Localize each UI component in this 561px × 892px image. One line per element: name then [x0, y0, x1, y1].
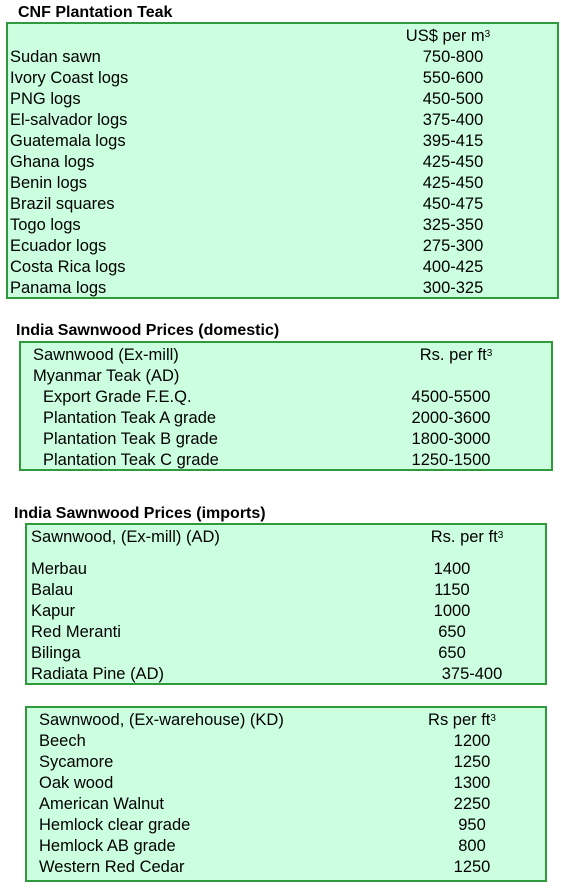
table-row	[21, 429, 551, 450]
row-value: 450-500	[422, 90, 484, 108]
row-value: 750-800	[422, 48, 484, 66]
table-row	[27, 664, 545, 685]
table-row	[8, 215, 557, 236]
row-value: 2000-3600	[411, 409, 491, 427]
row-label: Bilinga	[31, 644, 81, 662]
row-label: Plantation Teak A grade	[43, 409, 217, 427]
table-row	[27, 815, 545, 836]
group-label-row	[21, 366, 551, 387]
table-row	[8, 152, 557, 173]
row-label: Merbau	[31, 560, 87, 578]
unit-header: Rs per $ft^3$	[428, 711, 496, 729]
row-label: Balau	[31, 581, 74, 599]
row-value: 1200	[453, 732, 491, 750]
row-value: 375-400	[422, 111, 484, 129]
row-label: Hemlock clear grade	[39, 816, 191, 834]
row-value: 950	[458, 816, 486, 834]
table-row	[27, 580, 545, 601]
row-value: 1250	[453, 858, 491, 876]
row-label: Kapur	[31, 602, 76, 620]
row-label: Sycamore	[39, 753, 114, 771]
row-label: Hemlock AB grade	[39, 837, 176, 855]
group-label: Myanmar Teak (AD)	[33, 367, 180, 385]
row-label: PNG logs	[10, 90, 81, 108]
table-row	[27, 622, 545, 643]
table-row	[27, 773, 545, 794]
row-label: Beech	[39, 732, 86, 750]
table-row	[27, 857, 545, 878]
table-row	[27, 643, 545, 664]
table-row	[8, 110, 557, 131]
row-label: El-salvador logs	[10, 111, 128, 129]
row-label: Guatemala logs	[10, 132, 126, 150]
table-row	[21, 387, 551, 408]
table-row	[8, 47, 557, 68]
row-value: 375-400	[441, 665, 503, 683]
table-header	[8, 26, 557, 47]
row-label: Benin logs	[10, 174, 88, 192]
row-value: 1000	[433, 602, 471, 620]
row-value: 2250	[453, 795, 491, 813]
row-label: Radiata Pine (AD)	[31, 665, 164, 683]
row-label: Ivory Coast logs	[10, 69, 129, 87]
row-label: Sudan sawn	[10, 48, 101, 66]
row-label: Ecuador logs	[10, 237, 107, 255]
header-label: Sawnwood, (Ex-mill) (AD)	[31, 528, 220, 546]
row-value: 800	[458, 837, 486, 855]
table-row	[21, 408, 551, 429]
row-value: 425-450	[422, 153, 484, 171]
table-row	[8, 68, 557, 89]
header-label: Sawnwood, (Ex-warehouse) (KD)	[39, 711, 284, 729]
row-label: Plantation Teak B grade	[43, 430, 218, 448]
table-row	[21, 450, 551, 471]
row-label: Red Meranti	[31, 623, 121, 641]
section-title-india-imports: India Sawnwood Prices (imports)	[14, 505, 266, 522]
row-label: Ghana logs	[10, 153, 95, 171]
row-value: 300-325	[422, 279, 484, 297]
unit-header: Rs. per $ft^3$	[430, 528, 504, 546]
row-value: 450-475	[422, 195, 484, 213]
row-label: Brazil squares	[10, 195, 115, 213]
row-value: 275-300	[422, 237, 484, 255]
table-header	[27, 527, 545, 548]
table-row	[8, 236, 557, 257]
row-label: Export Grade F.E.Q.	[43, 388, 192, 406]
table-row	[8, 278, 557, 299]
row-label: Costa Rica logs	[10, 258, 126, 276]
row-value: 650	[438, 644, 466, 662]
table-row	[8, 257, 557, 278]
table-row	[8, 173, 557, 194]
row-value: 4500-5500	[411, 388, 491, 406]
row-value: 650	[438, 623, 466, 641]
row-value: 1800-3000	[411, 430, 491, 448]
row-value: 1400	[433, 560, 471, 578]
row-label: Panama logs	[10, 279, 107, 297]
row-value: 1300	[453, 774, 491, 792]
table-row	[27, 559, 545, 580]
section-title-india-domestic: India Sawnwood Prices (domestic)	[16, 322, 280, 339]
table-row	[27, 752, 545, 773]
row-value: 325-350	[422, 216, 484, 234]
row-label: American Walnut	[39, 795, 165, 813]
row-label: Togo logs	[10, 216, 81, 234]
table-india-imports-ex-mill	[25, 523, 547, 685]
row-label: Oak wood	[39, 774, 114, 792]
table-row	[8, 194, 557, 215]
unit-header: US$ per $m^3$	[405, 27, 491, 45]
row-value: 1150	[434, 581, 470, 599]
row-label: Western Red Cedar	[39, 858, 185, 876]
table-row	[8, 89, 557, 110]
table-cnf-plantation-teak	[6, 22, 559, 299]
row-value: 400-425	[422, 258, 484, 276]
table-row	[8, 131, 557, 152]
table-header	[27, 710, 545, 731]
table-header	[21, 345, 551, 366]
row-value: 395-415	[422, 132, 484, 150]
header-label: Sawnwood (Ex-mill)	[33, 346, 179, 364]
row-label: Plantation Teak C grade	[43, 451, 219, 469]
section-title-cnf-plantation-teak: CNF Plantation Teak	[18, 4, 173, 21]
table-row	[27, 601, 545, 622]
table-row	[27, 731, 545, 752]
table-india-imports-ex-warehouse	[25, 706, 547, 882]
table-row	[27, 836, 545, 857]
table-india-domestic	[19, 341, 553, 471]
row-value: 550-600	[422, 69, 484, 87]
table-row	[27, 794, 545, 815]
row-value: 1250-1500	[411, 451, 491, 469]
unit-header: Rs. per $ft^3$	[419, 346, 493, 364]
row-value: 425-450	[422, 174, 484, 192]
row-value: 1250	[453, 753, 491, 771]
